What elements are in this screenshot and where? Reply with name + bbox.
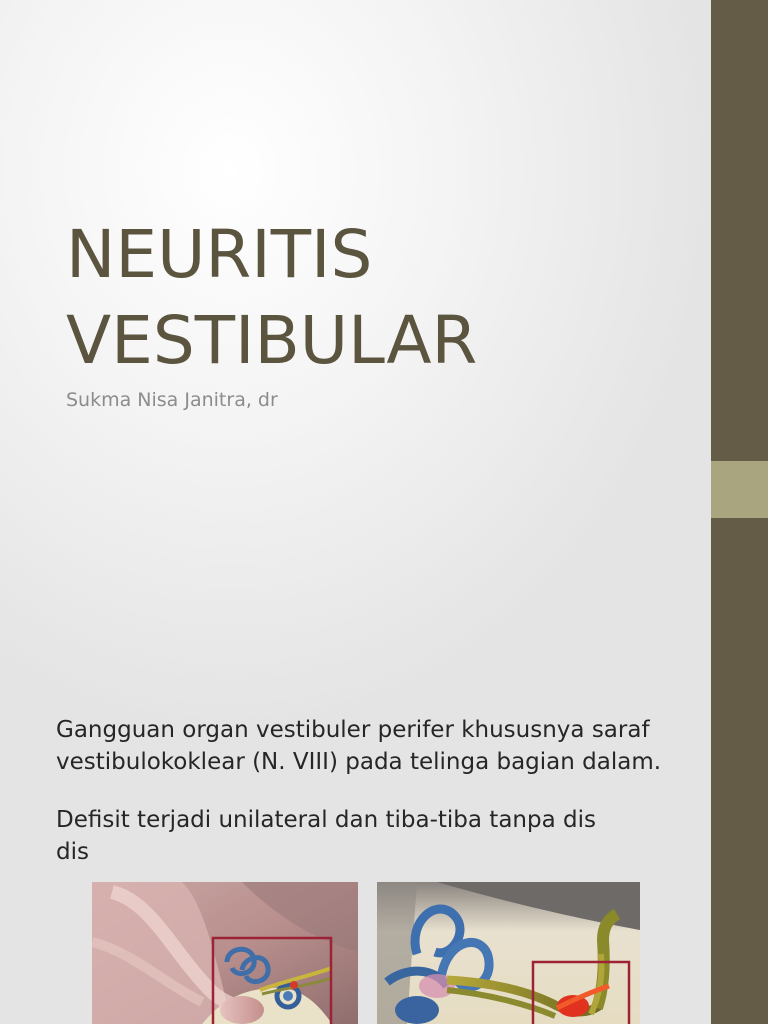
title-line-1: NEURITIS	[66, 216, 373, 293]
slide-subtitle: Sukma Nisa Janitra, dr	[66, 389, 278, 411]
body-text	[56, 714, 696, 894]
sidebar-accent-block	[711, 461, 768, 518]
vestibular-nerve-image	[377, 882, 640, 1024]
slide-title	[66, 212, 477, 384]
paragraph-2-line-3: dis	[56, 839, 89, 865]
title-line-2: VESTIBULAR	[66, 302, 478, 379]
inner-ear-illustration	[92, 882, 358, 1024]
vestibular-nerve-illustration	[377, 882, 640, 1024]
paragraph-2	[56, 804, 696, 868]
paragraph-1: Gangguan organ vestibuler perifer khususnya saraf vestibulokoklear (N. VIII) pada telinga bagian dalam.	[56, 717, 662, 775]
paragraph-2-text: Defisit terjadi unilateral dan tiba-tiba tanpa dis	[56, 807, 596, 833]
inner-ear-image	[92, 882, 358, 1024]
